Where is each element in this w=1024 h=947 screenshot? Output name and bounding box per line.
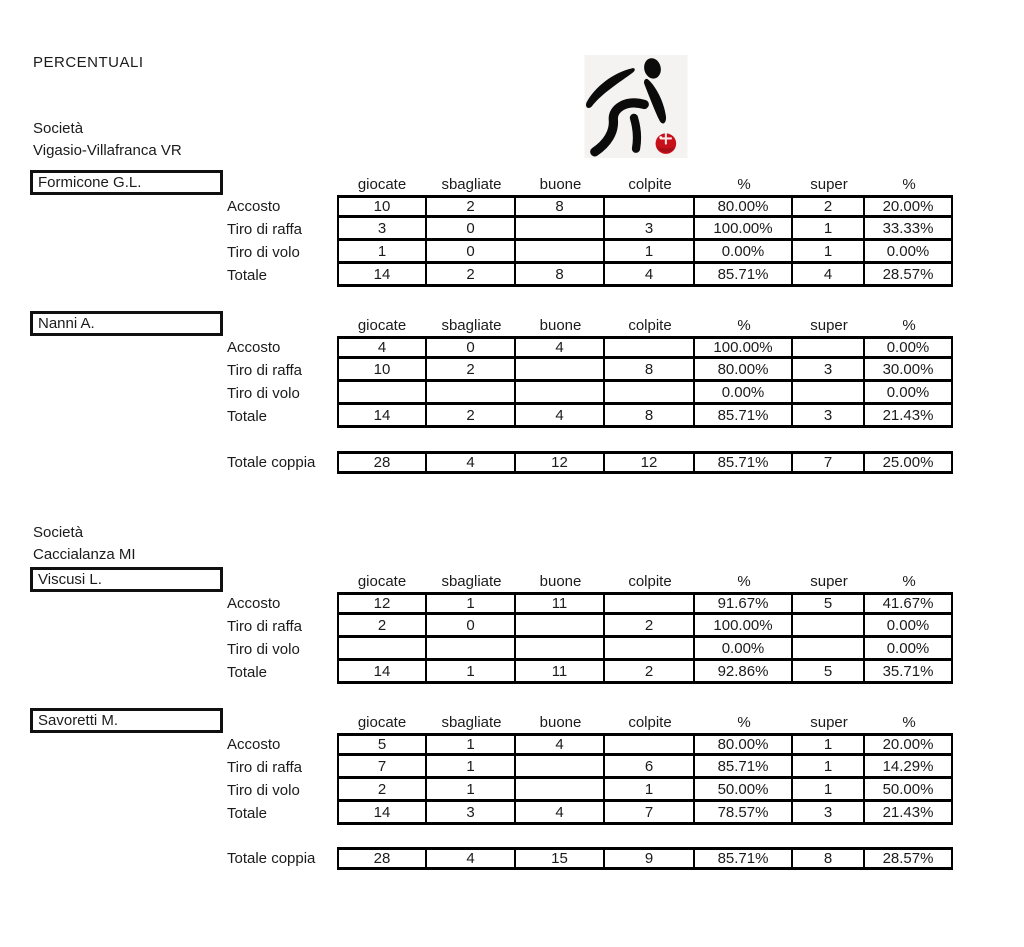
table-cell [337,638,427,661]
table-cell: 0.00% [865,241,953,264]
table-cell: 8 [516,195,605,218]
society-label: Società [33,120,84,137]
table-cell: 28.57% [865,264,953,287]
table-cell: 1 [427,779,516,802]
table-cell: 4 [516,802,605,825]
table-cell: 2 [427,195,516,218]
table-cell: 14 [337,802,427,825]
table-row [227,359,953,382]
table-cell: 4 [427,847,516,870]
player-stats-table [227,314,953,428]
player-name-box [30,170,223,195]
column-header: sbagliate [441,316,502,334]
table-cell: 21.43% [865,405,953,428]
column-header: buone [539,316,582,334]
table-cell: 2 [793,195,865,218]
table-row [227,382,953,405]
table-cell: 1 [427,661,516,684]
column-header: % [737,713,751,731]
table-cell [516,382,605,405]
table-row [227,638,953,661]
table-cell [516,779,605,802]
table-cell: 100.00% [695,218,793,241]
totale-coppia-table [227,847,953,870]
table-cell: 100.00% [695,336,793,359]
table-cell [793,615,865,638]
row-label: Tiro di volo [227,782,300,799]
column-header: giocate [357,316,407,334]
table-cell: 50.00% [865,779,953,802]
column-header: % [902,713,916,731]
table-cell: 4 [516,405,605,428]
society-label: Società [33,524,84,541]
table-cell: 2 [605,615,695,638]
row-label: Tiro di raffa [227,618,303,635]
table-cell: 20.00% [865,195,953,218]
table-cell: 20.00% [865,733,953,756]
table-cell: 3 [793,405,865,428]
player-stats-table [227,711,953,825]
table-cell [605,382,695,405]
table-cell [516,241,605,264]
table-cell: 11 [516,661,605,684]
table-cell: 8 [605,359,695,382]
table-cell [605,195,695,218]
column-header: % [737,175,751,193]
table-cell: 0 [427,615,516,638]
table-cell: 100.00% [695,615,793,638]
table-cell [427,638,516,661]
table-cell [605,638,695,661]
table-cell [605,592,695,615]
column-header: sbagliate [441,572,502,590]
table-cell: 10 [337,359,427,382]
table-cell: 80.00% [695,733,793,756]
table-cell: 2 [427,359,516,382]
table-cell: 50.00% [695,779,793,802]
table-cell [793,382,865,405]
table-cell: 14 [337,661,427,684]
column-header: colpite [628,316,672,334]
table-cell: 0 [427,336,516,359]
table-cell: 0.00% [865,382,953,405]
table-cell: 10 [337,195,427,218]
table-header-row [227,711,953,733]
table-row [227,336,953,359]
player-name-box [30,311,223,336]
column-header: % [902,175,916,193]
table-cell: 0.00% [695,241,793,264]
table-cell: 8 [793,847,865,870]
table-cell: 0.00% [865,615,953,638]
column-header: super [810,175,848,193]
column-header: sbagliate [441,713,502,731]
table-cell: 1 [793,756,865,779]
table-cell: 85.71% [695,847,793,870]
table-cell [605,336,695,359]
table-cell: 12 [337,592,427,615]
table-cell: 1 [427,733,516,756]
table-cell [793,336,865,359]
table-cell: 25.00% [865,451,953,474]
table-cell: 85.71% [695,264,793,287]
row-label: Accosto [227,595,281,612]
row-label-spacer [227,173,337,195]
column-header: % [737,572,751,590]
table-cell: 15 [516,847,605,870]
table-row [227,615,953,638]
table-cell [605,733,695,756]
row-label: Tiro di raffa [227,759,303,776]
table-cell: 1 [793,241,865,264]
table-row [227,661,953,684]
player-name-box [30,567,223,592]
column-header: buone [539,175,582,193]
table-cell: 3 [605,218,695,241]
column-header: super [810,316,848,334]
column-header: colpite [628,175,672,193]
table-cell: 80.00% [695,195,793,218]
table-cell: 1 [793,733,865,756]
table-cell: 3 [337,218,427,241]
table-cell: 4 [427,451,516,474]
table-cell [516,756,605,779]
table-header-row [227,314,953,336]
row-label: Totale [227,664,268,681]
table-cell: 14.29% [865,756,953,779]
table-cell: 5 [793,661,865,684]
table-cell: 11 [516,592,605,615]
table-cell: 28 [337,847,427,870]
column-header: buone [539,572,582,590]
player-name: Formicone G.L. [38,174,142,191]
table-cell [427,382,516,405]
row-label: Tiro di raffa [227,362,303,379]
table-row [227,592,953,615]
table-cell: 4 [516,336,605,359]
table-cell: 91.67% [695,592,793,615]
table-cell: 2 [337,615,427,638]
table-cell: 85.71% [695,405,793,428]
table-header-row [227,173,953,195]
table-cell: 3 [427,802,516,825]
table-cell: 1 [605,779,695,802]
row-label: Accosto [227,736,281,753]
table-cell: 0 [427,241,516,264]
column-header: colpite [628,572,672,590]
table-cell: 5 [337,733,427,756]
table-cell: 4 [793,264,865,287]
row-label: Totale coppia [227,454,316,471]
column-header: % [902,316,916,334]
table-cell: 0.00% [865,336,953,359]
column-header: buone [539,713,582,731]
table-cell: 8 [516,264,605,287]
table-cell: 14 [337,405,427,428]
table-cell: 0.00% [695,382,793,405]
column-header: giocate [357,572,407,590]
bocce-player-icon [582,55,690,158]
column-header: colpite [628,713,672,731]
table-cell: 33.33% [865,218,953,241]
table-row [227,779,953,802]
table-cell: 1 [793,218,865,241]
table-cell: 1 [427,592,516,615]
table-cell [337,382,427,405]
society-name: Caccialanza MI [33,546,136,563]
row-label: Totale [227,805,268,822]
table-cell: 4 [605,264,695,287]
table-cell: 41.67% [865,592,953,615]
table-cell: 12 [516,451,605,474]
row-label-spacer [227,711,337,733]
table-cell: 78.57% [695,802,793,825]
table-cell: 0.00% [865,638,953,661]
table-cell: 85.71% [695,756,793,779]
row-label: Accosto [227,339,281,356]
table-row [227,218,953,241]
table-cell [516,615,605,638]
table-cell: 28 [337,451,427,474]
table-cell: 5 [793,592,865,615]
table-cell: 4 [337,336,427,359]
table-cell: 35.71% [865,661,953,684]
table-cell: 0.00% [695,638,793,661]
table-row [227,802,953,825]
player-stats-table [227,570,953,684]
row-label: Totale [227,267,268,284]
row-label: Tiro di volo [227,641,300,658]
row-label: Totale coppia [227,850,316,867]
table-cell: 4 [516,733,605,756]
table-cell [516,218,605,241]
table-row [227,264,953,287]
player-name-box [30,708,223,733]
column-header: % [737,316,751,334]
table-cell: 3 [793,359,865,382]
table-cell: 2 [427,264,516,287]
column-header: giocate [357,713,407,731]
totale-coppia-table [227,451,953,474]
table-cell: 7 [605,802,695,825]
row-label: Tiro di volo [227,244,300,261]
table-cell: 6 [605,756,695,779]
table-cell: 1 [427,756,516,779]
table-row [227,195,953,218]
player-name: Viscusi L. [38,571,102,588]
table-cell: 80.00% [695,359,793,382]
row-label-spacer [227,314,337,336]
table-cell: 85.71% [695,451,793,474]
table-cell: 14 [337,264,427,287]
table-cell [516,359,605,382]
row-label-spacer [227,570,337,592]
row-label: Tiro di raffa [227,221,303,238]
table-row [227,733,953,756]
table-cell: 28.57% [865,847,953,870]
row-label: Accosto [227,198,281,215]
table-cell: 12 [605,451,695,474]
table-cell: 7 [337,756,427,779]
table-cell: 1 [605,241,695,264]
table-row [227,847,953,870]
table-cell: 0 [427,218,516,241]
column-header: % [902,572,916,590]
table-cell: 2 [337,779,427,802]
table-header-row [227,570,953,592]
table-cell: 8 [605,405,695,428]
table-cell: 92.86% [695,661,793,684]
column-header: super [810,572,848,590]
column-header: giocate [357,175,407,193]
page-title: PERCENTUALI [33,54,144,71]
table-row [227,405,953,428]
table-cell: 3 [793,802,865,825]
row-label: Totale [227,408,268,425]
society-name: Vigasio-Villafranca VR [33,142,182,159]
row-label: Tiro di volo [227,385,300,402]
table-row [227,241,953,264]
table-row [227,756,953,779]
column-header: super [810,713,848,731]
table-cell: 30.00% [865,359,953,382]
table-row [227,451,953,474]
table-cell: 1 [793,779,865,802]
table-cell: 1 [337,241,427,264]
table-cell: 21.43% [865,802,953,825]
player-stats-table [227,173,953,287]
table-cell: 9 [605,847,695,870]
table-cell [793,638,865,661]
player-name: Savoretti M. [38,712,119,729]
table-cell: 2 [605,661,695,684]
column-header: sbagliate [441,175,502,193]
table-cell: 2 [427,405,516,428]
table-cell: 7 [793,451,865,474]
player-name: Nanni A. [38,315,95,332]
table-cell [516,638,605,661]
